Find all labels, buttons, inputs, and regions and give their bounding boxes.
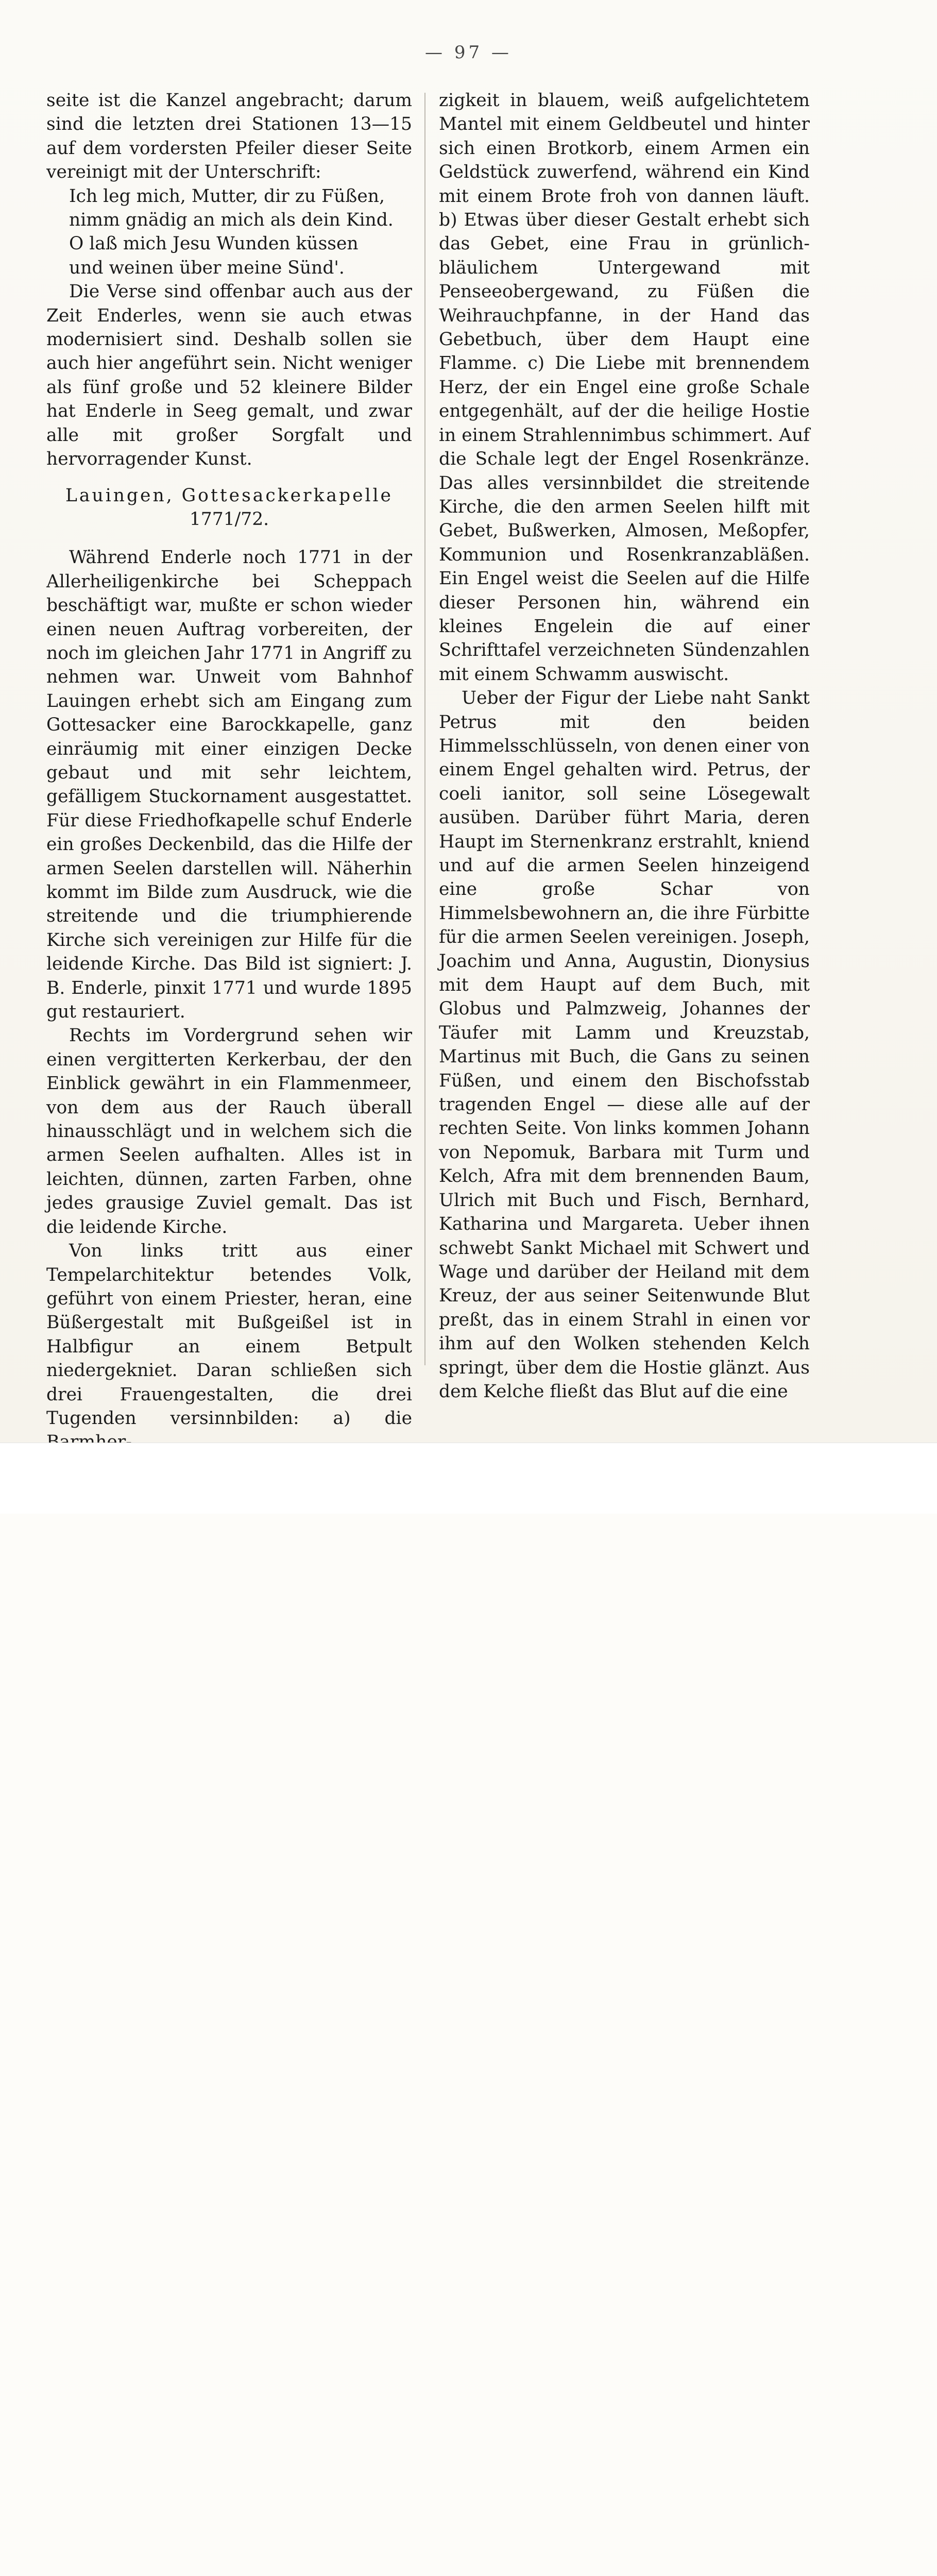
verse-line: und weinen über meine Sünd'. xyxy=(69,257,345,278)
verse-line: Ich leg mich, Mutter, dir zu Füßen, xyxy=(69,185,385,207)
paragraph: Während Enderle noch 1771 in der Allerheiligenkirche bei Scheppach beschäftigt war, mußte er schon wieder einen neuen Auftrag vorbereiten, der noch im gleichen Jahr 1771 in Angriff zu nehmen war. Unweit vom Bahnhof Lauingen erhebt sich am Eingang zum Gottesacker eine Barockkapelle, ganz einräumig mit einer einzigen Decke gebaut und mit sehr leichtem, gefälligem Stuckornament ausgestattet. Für diese Friedhofkapelle schuf Enderle ein großes Deckenbild, das die Hilfe der armen Seelen darstellen will. Näherhin kommt im Bilde zum Ausdruck, wie die streitende und die triumphierende Kirche sich vereinigen zur Hilfe für die leidende Kirche. Das Bild ist signiert: J. B. Enderle, pinxit 1771 und wurde 1895 gut restauriert. xyxy=(46,547,412,1023)
section-heading: 1771/72. xyxy=(189,509,269,530)
column-divider xyxy=(424,93,425,1365)
footer-bar xyxy=(0,1443,937,1514)
verse-line: O laß mich Jesu Wunden küssen xyxy=(69,233,359,255)
paragraph: seite ist die Kanzel angebracht; darum sind die letzten drei Stationen 13—15 auf dem vordersten Pfeiler dieser Seite vereinigt mit der Unterschrift: xyxy=(46,90,412,183)
paragraph: zigkeit in blauem, weiß aufgelichtetem Mantel mit einem Geldbeutel und hinter sich einen Brotkorb, einem Armen ein Geldstück zuwerfend, während ein Kind mit einem Brote froh von dannen läuft. b) Etwas über dieser Gestalt erhebt sich das Gebet, eine Frau in grünlich-bläulichem Untergewand mit Penseeobergewand, zu Füßen die Weihrauchpfanne, in der Hand das Gebetbuch, über dem Haupt eine Flamme. c) Die Liebe mit brennendem Herz, der ein Engel eine große Schale entgegenhält, auf der die heilige Hostie in einem Strahlennimbus schimmert. Auf die Schale legt der Engel Rosenkränze. Das alles versinnbildet die streitende Kirche, die den armen Seelen hilft mit Gebet, Bußwerken, Almosen, Meßopfer, Kommunion und Rosenkranzabläßen. Ein Engel weist die Seelen auf die Hilfe dieser Personen hin, während ein kleines Engelein die auf einer Schrifttafel verzeichneten Sündenzahlen mit einem Schwamm auswischt. xyxy=(439,90,810,685)
right-text-column xyxy=(439,89,810,1403)
section-heading: Lauingen, Gottesackerkapelle xyxy=(65,485,393,506)
left-text-column xyxy=(46,89,412,1454)
paragraph: Rechts im Vordergrund sehen wir einen vergitterten Kerkerbau, der den Einblick gewährt in ein Flammenmeer, von dem aus der Rauch überall hinausschlägt und in welchem sich die armen Seelen aufhalten. Alles ist in leichten, dünnen, zarten Farben, ohne jedes grausige Zuviel gemalt. Das ist die leidende Kirche. xyxy=(46,1025,412,1238)
paragraph: Von links tritt aus einer Tempelarchitektur betendes Volk, geführt von einem Priester, heran, eine Büßergestalt mit Bußgeißel ist in Halbfigur an einem Betpult niedergekniet. Daran schließen sich drei Frauengestalten, die drei Tugenden versinnbilden: a) die xyxy=(46,1241,412,1429)
paragraph: Ueber der Figur der Liebe naht Sankt Petrus mit den beiden Himmelsschlüsseln, von denen einer von einem Engel gehalten wird. Petrus, der coeli ianitor, soll seine Lösegewalt ausüben. Darüber führt Maria, deren Haupt im Sternenkranz erstrahlt, kniend und auf die armen Seelen hinzeigend eine große Schar von Himmelsbewohnern an, die ihre Fürbitte für die armen Seelen vereinigen. Joseph, Joachim und Anna, Augustin, Dionysius mit dem Haupt auf dem Buch, mit Globus und Palmzweig, Johannes der Täufer mit Lamm und Kreuzstab, Martinus mit Buch, die Gans zu seinen Füßen, und einem den Bischofsstab tragenden Engel — diese alle auf der rechten Seite. Von links kommen Johann von Nepomuk, Barbara mit Turm und Kelch, Afra mit dem brennenden Baum, Ulrich mit Buch und Fisch, Bernhard, Katharina und Margareta. Ueber ihnen schwebt Sankt Michael mit Schwert und Wage und darüber der Heiland mit dem Kreuz, der aus seiner Seitenwunde Blut preßt, das in einem Strahl in einen vor ihm auf den Wolken stehenden Kelch springt, über dem die Hostie glänzt. Aus dem Kelche fließt das Blut auf die eine xyxy=(439,688,810,1402)
verse-line: nimm gnädig an mich als dein Kind. xyxy=(69,210,394,231)
page-number: — 97 — xyxy=(425,42,512,63)
paragraph: Die Verse sind offenbar auch aus der Zeit Enderles, wenn sie auch etwas modernisiert sind. Deshalb sollen sie auch hier angeführt sein. Nicht weniger als fünf große und 52 kleinere Bilder hat Enderle in Seeg gemalt, und zwar alle mit großer Sorgfalt und hervorragender Kunst. xyxy=(46,281,412,470)
